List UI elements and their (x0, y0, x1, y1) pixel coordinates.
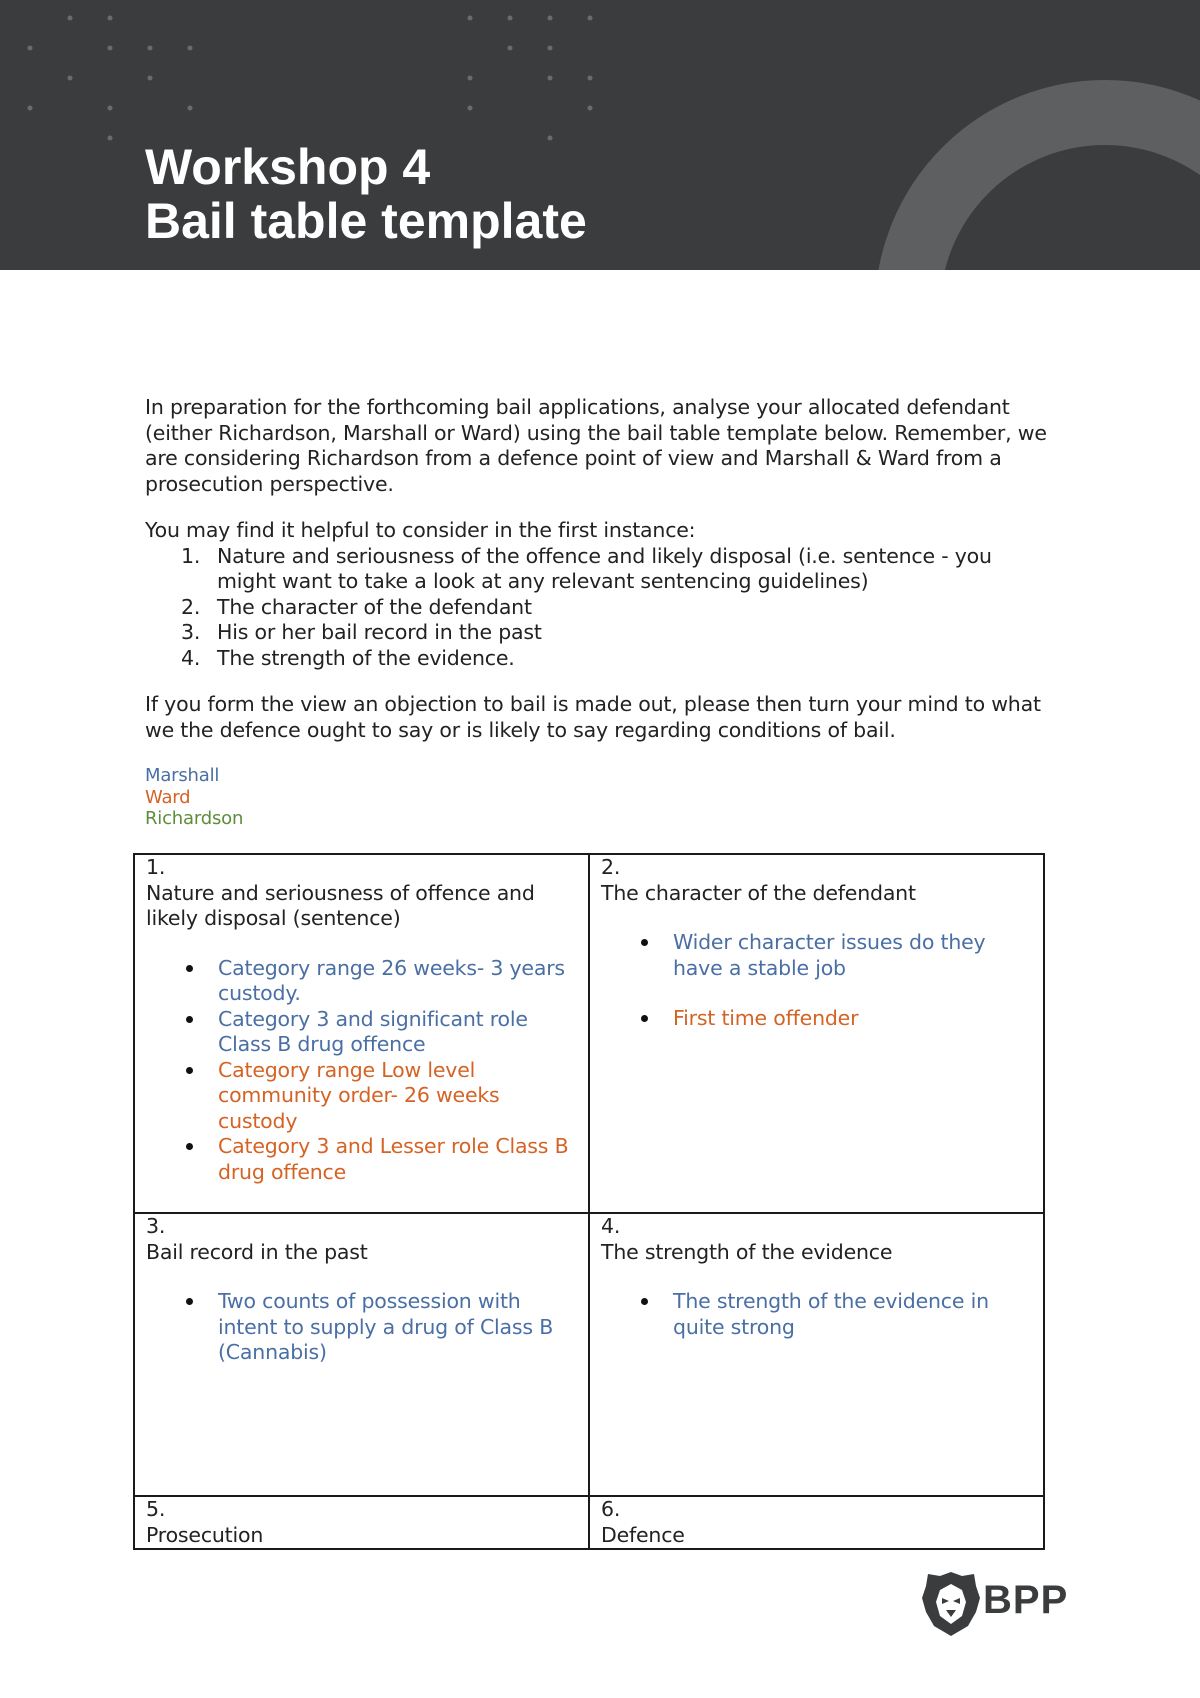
cell-heading: The strength of the evidence (601, 1239, 893, 1264)
list-number: 2. (181, 594, 201, 619)
cell-number: 3. (146, 1214, 166, 1238)
cell-number: 6. (601, 1497, 621, 1521)
cell-heading: Bail record in the past (146, 1239, 368, 1264)
bullet-item: Wider character issues do they have a stable job (601, 930, 1031, 981)
bullet-item: Two counts of possession with intent to supply a drug of Class B (Cannabis) (146, 1289, 576, 1366)
list-item (145, 646, 1050, 672)
bullet-item: Category 3 and Lesser role Class B drug offence (146, 1134, 576, 1185)
intro-paragraph-2: You may find it helpful to consider in the first instance: (145, 518, 696, 542)
bullet-item: Category range Low level community order- 26 weeks custody (146, 1058, 576, 1135)
cell-heading: Defence (601, 1522, 685, 1547)
header-banner (0, 0, 1200, 270)
cell-heading: The character of the defendant (601, 880, 916, 905)
list-text: The character of the defendant (217, 594, 532, 619)
cell-bullets (601, 930, 1031, 1032)
table-cell-2 (589, 854, 1044, 1213)
legend-ward: Ward (145, 786, 191, 808)
cell-bullets (146, 956, 576, 1186)
list-item (145, 620, 1050, 646)
cell-bullets (146, 1289, 576, 1366)
title-line-2: Bail table template (145, 193, 587, 249)
list-text: His or her bail record in the past (217, 620, 542, 644)
color-legend (145, 765, 1050, 830)
bullet-item: Category 3 and significant role Class B drug offence (146, 1007, 576, 1058)
table-row (134, 1213, 1044, 1496)
table-cell-6 (589, 1496, 1044, 1549)
table-cell-5 (134, 1496, 589, 1549)
instructions (145, 395, 1050, 830)
table-cell-3 (134, 1213, 589, 1496)
dot-pattern (0, 0, 620, 150)
intro-paragraph-3: If you form the view an objection to bail is made out, please then turn your mind to what we the defence ought to say or is likely to say regarding conditions of bail. (145, 692, 1041, 742)
list-number: 4. (181, 645, 201, 670)
cell-number: 4. (601, 1214, 621, 1238)
decorative-arc (875, 80, 1200, 270)
bullet-item: Category range 26 weeks- 3 years custody. (146, 956, 576, 1007)
brand-logo-text: BPP (983, 1578, 1069, 1622)
table-row (134, 1496, 1044, 1549)
list-item (145, 544, 1050, 595)
list-item (145, 595, 1050, 621)
title-line-1: Workshop 4 (145, 139, 431, 195)
cell-heading: Prosecution (146, 1522, 264, 1547)
cell-heading: Nature and seriousness of offence and likely disposal (sentence) (146, 880, 535, 930)
list-number: 1. (181, 543, 201, 568)
consideration-list (145, 544, 1050, 672)
page-title (145, 140, 587, 248)
list-text: The strength of the evidence. (217, 645, 515, 670)
cell-number: 5. (146, 1497, 166, 1521)
cell-number: 1. (146, 855, 166, 879)
bullet-item: The strength of the evidence in quite strong (601, 1289, 1031, 1340)
cell-number: 2. (601, 855, 621, 879)
list-text: Nature and seriousness of the offence and likely disposal (i.e. sentence - you might want to take a look at any relevant sentencing guidelines) (217, 543, 992, 593)
list-number: 3. (181, 620, 201, 644)
bullet-item: First time offender (601, 1006, 1031, 1032)
legend-richardson: Richardson (145, 808, 244, 829)
lion-head-icon (922, 1570, 980, 1638)
cell-bullets (601, 1289, 1031, 1340)
table-cell-4 (589, 1213, 1044, 1496)
legend-marshall: Marshall (145, 765, 220, 786)
table-row (134, 854, 1044, 1213)
bail-table (133, 853, 1045, 1550)
table-cell-1 (134, 854, 589, 1213)
intro-paragraph-1: In preparation for the forthcoming bail applications, analyse your allocated defendant (either Richardson, Marshall or Ward) using the bail table template below. Remember, we are considering Richardson from a defence point of view and Marshall & Ward from a prosecution perspective. (145, 395, 1047, 496)
